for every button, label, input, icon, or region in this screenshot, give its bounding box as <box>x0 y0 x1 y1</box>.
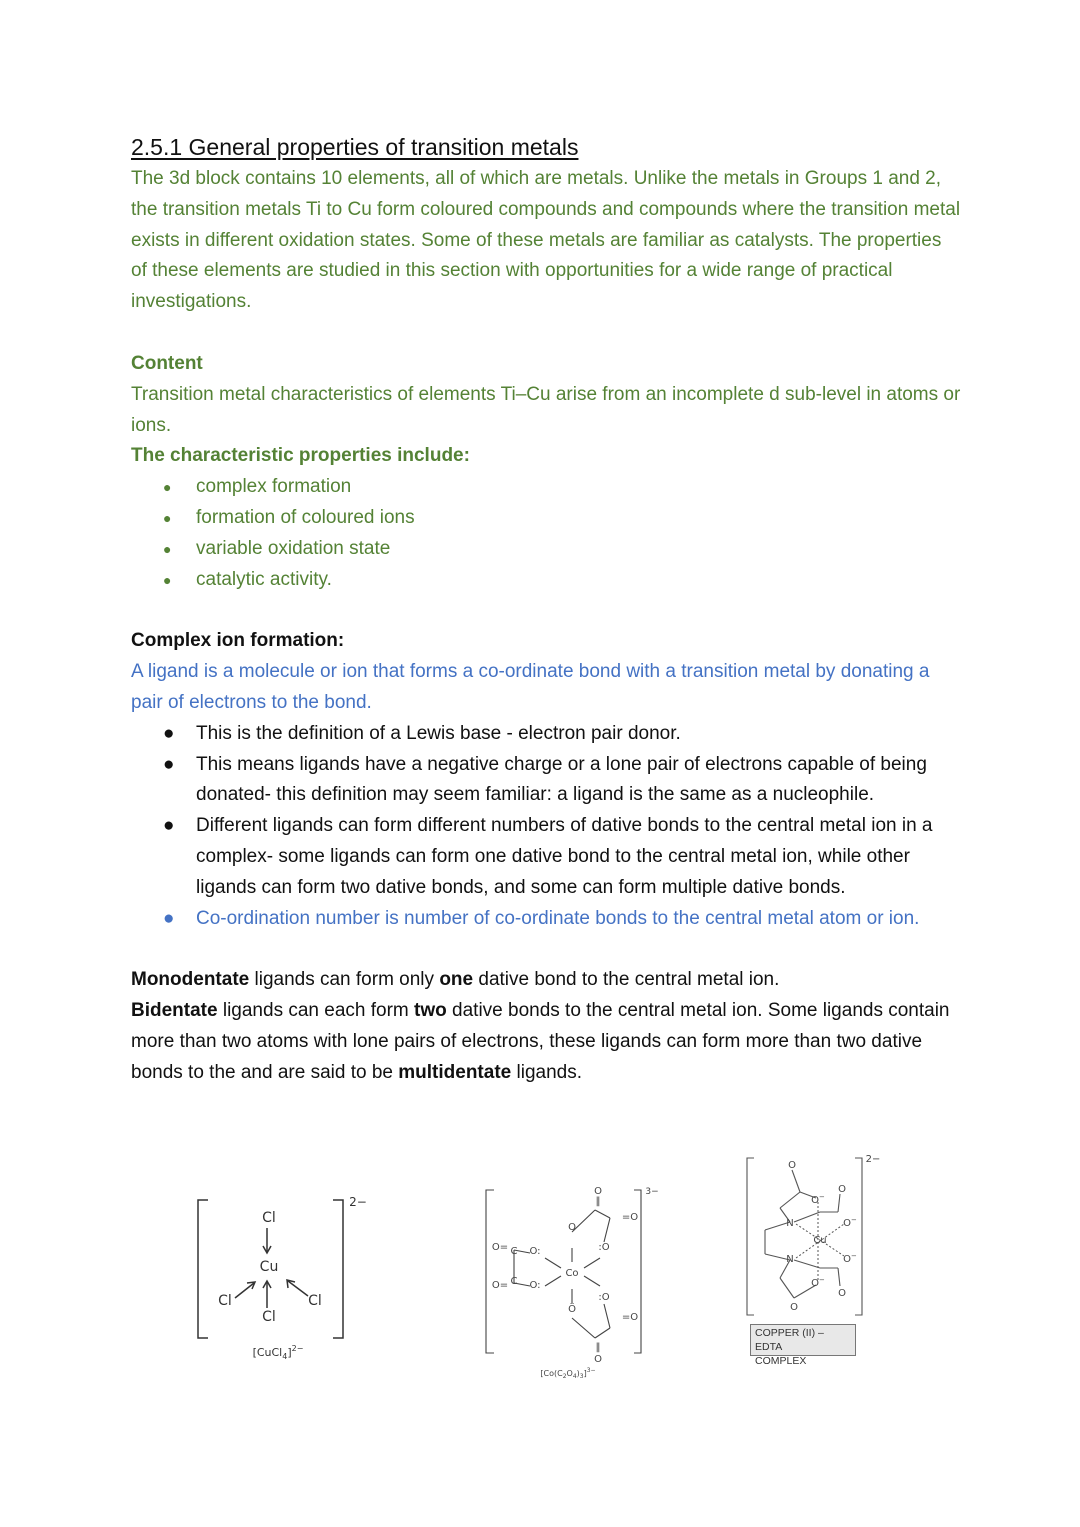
svg-text:O: O <box>790 1302 798 1313</box>
svg-text:O:: O: <box>529 1280 541 1291</box>
svg-text:O=: O= <box>491 1242 509 1253</box>
svg-text:O−: O− <box>811 1193 825 1206</box>
svg-text:O−: O− <box>843 1252 857 1265</box>
complex-ion-heading: Complex ion formation: <box>131 630 345 652</box>
svg-text:=O: =O <box>621 1312 639 1323</box>
svg-text:N: N <box>786 1218 794 1229</box>
list-item: ● complex formation <box>131 472 961 503</box>
svg-text:C: C <box>510 1276 518 1287</box>
bullet-icon: ● <box>163 540 172 557</box>
monodentate-text: Monodentate ligands can form only one dative bond to the central metal ion. <box>131 969 780 991</box>
svg-text:Cl: Cl <box>218 1293 232 1309</box>
svg-text:[CuCl4]2−: [CuCl$_4$]$^{2-}$ <box>252 1344 304 1361</box>
copper-edta-diagram <box>740 1150 890 1320</box>
list-item: ● This means ligands have a negative charge or a lone pair of electrons capable of being donated- this definition may seem familiar: a ligand is the same as a nucleophile. <box>131 750 961 812</box>
svg-text:=O: =O <box>621 1212 639 1223</box>
svg-text:O: O <box>838 1288 846 1299</box>
ligand-bullets <box>131 719 961 935</box>
properties-heading: The characteristic properties include: <box>131 445 470 467</box>
intro-paragraph: The 3d block contains 10 elements, all of which are metals. Unlike the metals in Groups 1 and 2, the transition metals Ti to Cu form coloured compounds and compounds where the transition metal exists in different oxidation states. Some of these metals are familiar as catalysts. The properties of these elements are studied in this section with opportunities for a wide range of practical investigations. <box>131 168 961 313</box>
svg-text::O: :O <box>598 1292 610 1303</box>
svg-text:O: O <box>788 1160 796 1171</box>
bullet-icon: ● <box>163 907 175 929</box>
svg-text:O=: O= <box>491 1280 509 1291</box>
bullet-icon: ● <box>163 722 175 744</box>
cobalt-oxalate-diagram <box>480 1178 670 1378</box>
bullet-icon: ● <box>163 571 172 588</box>
bidentate-text: Bidentate ligands can each form two dative bonds to the central metal ion. Some ligands contain more than two atoms with lone pairs of electrons, these ligands can form more than two dative bonds to the and are said to be multidentate ligands. <box>131 1000 950 1083</box>
svg-text:Cu: Cu <box>259 1259 279 1275</box>
svg-text:[Co(C2O4)3]3−: $[Co(C_2O_4)_3]^{3-}$ <box>540 1367 596 1378</box>
list-item: ● catalytic activity. <box>131 565 961 596</box>
list-item: ● Co-ordination number is number of co-ordinate bonds to the central metal atom or ion. <box>131 904 961 935</box>
svg-text:O: O <box>568 1222 576 1233</box>
list-item: ● variable oxidation state <box>131 534 961 565</box>
svg-text:‖: ‖ <box>595 1342 601 1353</box>
content-text: Transition metal characteristics of elements Ti–Cu arise from an incomplete d sub-level in atoms or ions. <box>131 383 961 436</box>
svg-text:3−: 3− <box>645 1187 659 1197</box>
svg-text:Ö: Ö <box>568 1304 576 1315</box>
svg-text:O:: O: <box>529 1246 541 1257</box>
svg-text:‖: ‖ <box>595 1196 601 1207</box>
svg-text:O: O <box>594 1354 602 1365</box>
bullet-icon: ● <box>163 479 172 496</box>
bullet-icon: ● <box>163 753 175 775</box>
edta-caption: COPPER (II) – EDTA COMPLEX <box>750 1324 856 1356</box>
svg-text::O: :O <box>598 1242 610 1253</box>
svg-text:2−: 2− <box>865 1154 881 1165</box>
svg-text:O−: O− <box>843 1216 857 1229</box>
content-heading: Content <box>131 352 203 374</box>
bullet-icon: ● <box>163 509 172 526</box>
svg-text:N: N <box>786 1254 794 1265</box>
cucl4-diagram <box>190 1190 390 1370</box>
svg-text:O: O <box>838 1184 846 1195</box>
svg-text:Co: Co <box>565 1268 579 1279</box>
svg-text:Cl: Cl <box>262 1309 276 1325</box>
svg-text:2−: 2− <box>349 1195 367 1209</box>
section-title: 2.5.1 General properties of transition metals <box>131 134 579 160</box>
svg-text:C: C <box>510 1246 518 1257</box>
svg-text:Cl: Cl <box>308 1293 322 1309</box>
svg-text:Cu: Cu <box>813 1235 827 1246</box>
properties-list <box>131 472 961 595</box>
list-item: ● formation of coloured ions <box>131 503 961 534</box>
bullet-icon: ● <box>163 815 175 837</box>
list-item: ● Different ligands can form different numbers of dative bonds to the central metal ion in a complex- some ligands can form one dative bond to the central metal ion, while other ligands can form two dative bonds, and some can form multiple dative bonds. <box>131 811 961 903</box>
svg-text:Cl: Cl <box>262 1210 276 1226</box>
svg-text:O: O <box>594 1186 602 1197</box>
svg-text:O−: O− <box>811 1276 825 1289</box>
document-page <box>131 130 961 1089</box>
ligand-definition: A ligand is a molecule or ion that forms a co-ordinate bond with a transition metal by donating a pair of electrons to the bond. <box>131 661 930 713</box>
list-item: ● This is the definition of a Lewis base - electron pair donor. <box>131 719 961 750</box>
